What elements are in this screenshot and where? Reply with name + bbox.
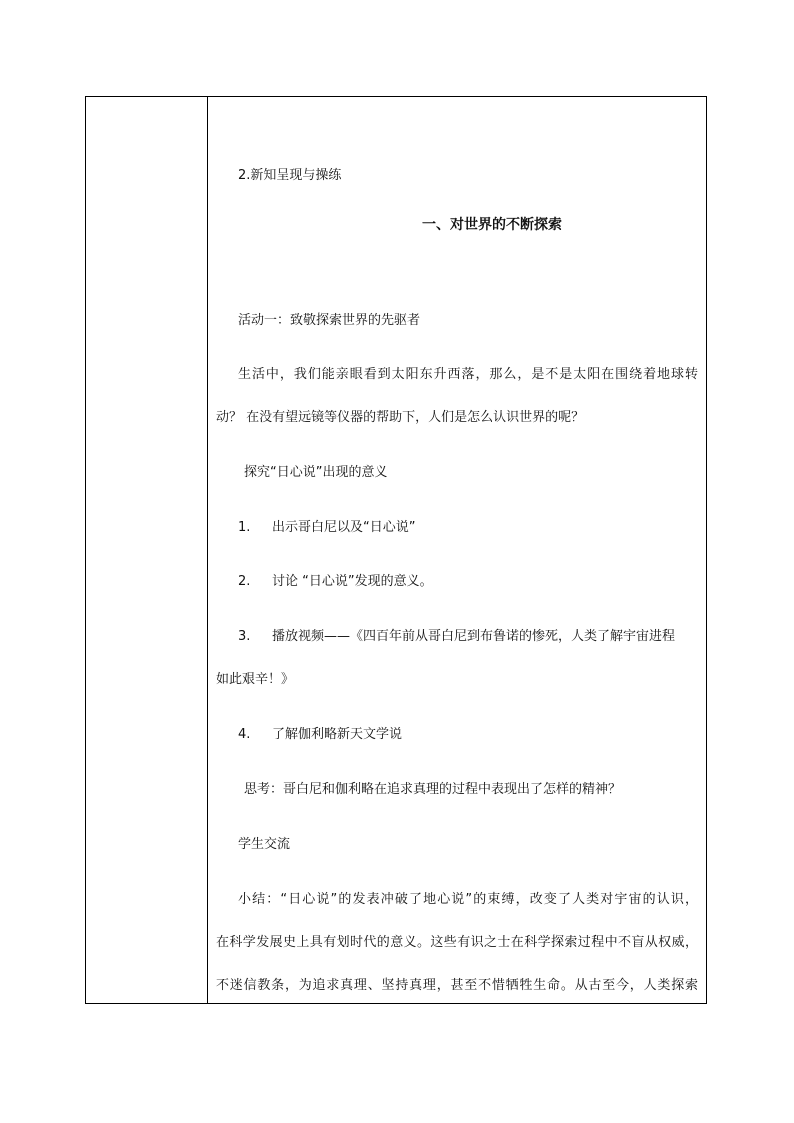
step-text: 播放视频——《四百年前从哥白尼到布鲁诺的惨死，人类了解宇宙进程 — [272, 629, 676, 644]
step-item-3 — [216, 629, 698, 645]
step-item-4 — [216, 727, 698, 743]
summary-line-2: 在科学发展史上具有划时代的意义。这些有识之士在科学探索过程中不盲从权威， — [216, 935, 698, 950]
activity-title: 活动一：致敬探索世界的先驱者 — [238, 313, 421, 328]
step-number: 2. — [238, 574, 251, 589]
content-cell — [208, 97, 706, 1003]
explore-title: 探究“日心说”出现的意义 — [244, 465, 388, 480]
intro-paragraph-line-1: 生活中，我们能亲眼看到太阳东升西落，那么，是不是太阳在围绕着地球转 — [238, 367, 698, 382]
step-number: 4. — [238, 727, 251, 742]
section-heading: 一、对世界的不断探索 — [422, 217, 562, 233]
step-number: 1. — [238, 520, 251, 535]
step-item-2 — [216, 574, 698, 590]
left-column-cell — [86, 97, 208, 1003]
step-item-3-continuation: 如此艰辛！》 — [216, 672, 295, 687]
step-text: 讨论 “日心说”发现的意义。 — [272, 574, 433, 589]
summary-line-3: 不迷信教条，为追求真理、坚持真理，甚至不惜牺牲生命。从古至今，人类探索 — [216, 978, 698, 993]
summary-line-1: 小结：“日心说”的发表冲破了地心说”的束缚，改变了人类对宇宙的认识， — [238, 892, 698, 907]
thinking-question: 思考：哥白尼和伽利略在追求真理的过程中表现出了怎样的精神？ — [244, 782, 622, 797]
step-item-1 — [216, 520, 698, 536]
step-text: 了解伽利略新天文学说 — [272, 727, 403, 742]
student-exchange: 学生交流 — [238, 837, 291, 852]
lesson-table — [85, 96, 707, 1004]
step-text: 出示哥白尼以及“日心说” — [272, 520, 416, 535]
step-number: 3. — [238, 629, 251, 644]
intro-paragraph-line-2: 动？ 在没有望远镜等仪器的帮助下，人们是怎么认识世界的呢？ — [216, 410, 585, 425]
section-label: 2.新知呈现与操练 — [238, 168, 342, 183]
